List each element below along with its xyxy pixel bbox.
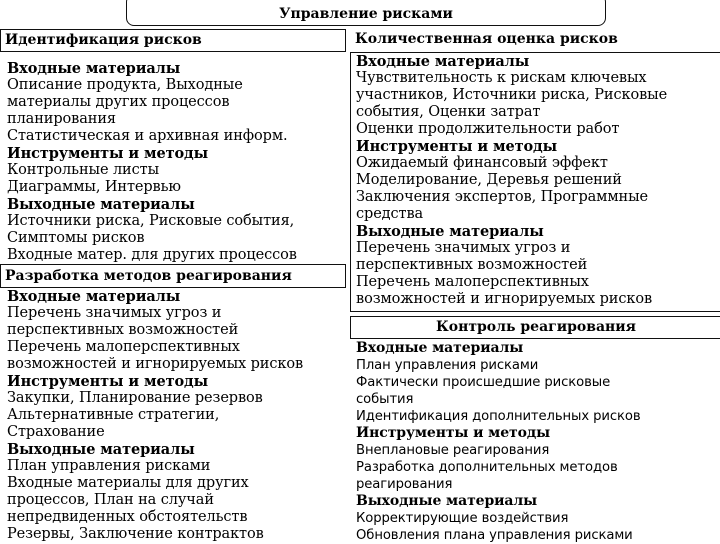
list-item: события	[356, 392, 414, 407]
list-item: Альтернативные стратегии,	[7, 407, 220, 423]
identification-heading: Идентификация рисков	[0, 29, 346, 52]
list-item: Резервы, Заключение контрактов	[7, 526, 264, 542]
list-item: План управления рисками	[356, 358, 539, 373]
list-item: Корректирующие воздействия	[356, 511, 569, 526]
section-subheading: Входные материалы	[7, 60, 181, 77]
list-item: Страхование	[7, 424, 105, 440]
response-development-list	[7, 288, 345, 543]
response-control-list	[356, 340, 718, 544]
list-item: Закупки, Планирование резервов	[7, 390, 263, 406]
list-item: Перечень значимых угроз и	[7, 305, 222, 321]
identification-list	[7, 60, 345, 264]
list-item: Обновления плана управления рисками	[356, 528, 633, 543]
list-item: участников, Источники риска, Рисковые	[356, 87, 668, 103]
list-item: Описание продукта, Выходные	[7, 77, 243, 93]
section-subheading: Выходные материалы	[356, 493, 538, 509]
list-item: реагирования	[356, 477, 453, 492]
list-item: Заключения экспертов, Программные	[356, 189, 649, 205]
list-item: Перечень значимых угроз и	[356, 240, 571, 256]
list-item: планирования	[7, 111, 116, 127]
list-item: Входные материалы для других	[7, 475, 249, 491]
list-item: материалы других процессов	[7, 94, 230, 110]
section-subheading: Входные материалы	[356, 53, 530, 70]
list-item: Симптомы рисков	[7, 230, 145, 246]
list-item: события, Оценки затрат	[356, 104, 541, 120]
list-item: Разработка дополнительных методов	[356, 460, 618, 475]
list-item: возможностей и игнорируемых рисков	[356, 291, 653, 307]
list-item: Перечень малоперспективных	[7, 339, 240, 355]
section-subheading: Инструменты и методы	[356, 425, 551, 441]
list-item: Чувствительность к рискам ключевых	[356, 70, 647, 86]
section-subheading: Входные материалы	[356, 340, 524, 356]
list-item: средства	[356, 206, 424, 222]
response-control-heading: Контроль реагирования	[350, 316, 720, 339]
list-item: Контрольные листы	[7, 162, 160, 178]
section-subheading: Выходные материалы	[7, 441, 195, 458]
page-title: Управление рисками	[126, 0, 606, 26]
list-item: План управления рисками	[7, 458, 211, 474]
list-item: Фактически происшедшие рисковые	[356, 375, 611, 390]
section-subheading: Инструменты и методы	[356, 138, 558, 155]
list-item: процессов, План на случай	[7, 492, 214, 508]
section-subheading: Выходные материалы	[356, 223, 544, 240]
list-item: Источники риска, Рисковые события,	[7, 213, 295, 229]
list-item: Моделирование, Деревья решений	[356, 172, 622, 188]
list-item: Входные матер. для других процессов	[7, 247, 297, 263]
list-item: Идентификация дополнительных рисков	[356, 409, 641, 424]
section-subheading: Выходные материалы	[7, 196, 195, 213]
quantification-heading: Количественная оценка рисков	[355, 31, 618, 47]
section-subheading: Инструменты и методы	[7, 373, 209, 390]
list-item: возможностей и игнорируемых рисков	[7, 356, 304, 372]
section-subheading: Инструменты и методы	[7, 145, 209, 162]
list-item: Статистическая и архивная информ.	[7, 128, 288, 144]
list-item: Ожидаемый финансовый эффект	[356, 155, 608, 171]
list-item: перспективных возможностей	[356, 257, 588, 273]
section-subheading: Входные материалы	[7, 288, 181, 305]
response-development-heading: Разработка методов реагирования	[0, 264, 346, 288]
list-item: перспективных возможностей	[7, 322, 239, 338]
list-item: Оценки продолжительности работ	[356, 121, 620, 137]
list-item: непредвиденных обстоятельств	[7, 509, 248, 525]
list-item: Внеплановые реагирования	[356, 443, 550, 458]
quantification-list	[356, 53, 716, 308]
list-item: Диаграммы, Интервью	[7, 179, 181, 195]
list-item: Перечень малоперспективных	[356, 274, 589, 290]
